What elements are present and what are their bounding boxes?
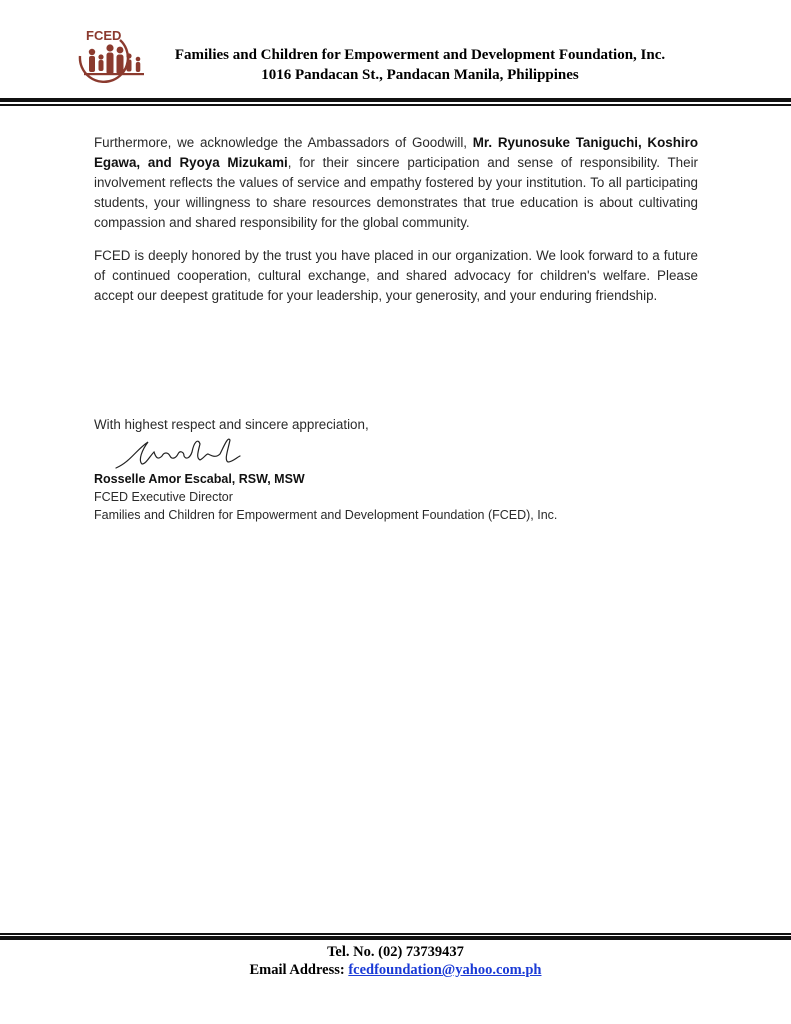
header-rule [0,98,791,102]
org-name: Families and Children for Empowerment and Development Foundation, Inc. [174,47,666,63]
footer-rule-thin [0,933,791,935]
email-label: Email Address: [249,962,349,978]
footer-rule [0,936,791,940]
signer-name: Rosselle Amor Escabal, RSW, MSW [94,472,305,486]
ambassador-names: Mr. Ryunosuke Taniguchi, Koshiro Egawa, and Ryoya Mizukami [94,135,699,170]
paragraph-1-rest: , for their sincere participation and sense of responsibility. Their involvement reflects the values of service and empathy fostered by your institution. To all participating students, your willingness to share resources demonstrates that true education is about cultivating compassion and shared responsibility for the global community. [94,155,699,230]
signer-title: FCED Executive Director [94,490,233,504]
logo-text: FCED [86,28,122,43]
email-line [0,962,791,979]
signer-organization: Families and Children for Empowerment and Development Foundation (FCED), Inc. [94,508,558,522]
paragraph-gratitude: FCED is deeply honored by the trust you have placed in our organization. We look forward to a future of continued cooperation, cultural exchange, and shared advocacy for children's welfare. Please accept our deepest gratitude for your leadership, your generosity, and your enduring friendship. [94,248,698,303]
header-rule-thin [0,104,791,106]
org-address: 1016 Pandacan St., Pandacan Manila, Philippines [261,67,579,83]
email-link[interactable]: fcedfoundation@yahoo.com.ph [348,962,542,978]
signature [112,428,252,474]
paragraph-acknowledgement [94,133,698,233]
paragraph-1-intro: Furthermore, we acknowledge the Ambassadors of Goodwill, [94,135,473,150]
telephone: Tel. No. (02) 73739437 [327,944,464,960]
fced-logo [68,26,160,92]
closing-salutation: With highest respect and sincere appreciation, [94,417,369,432]
